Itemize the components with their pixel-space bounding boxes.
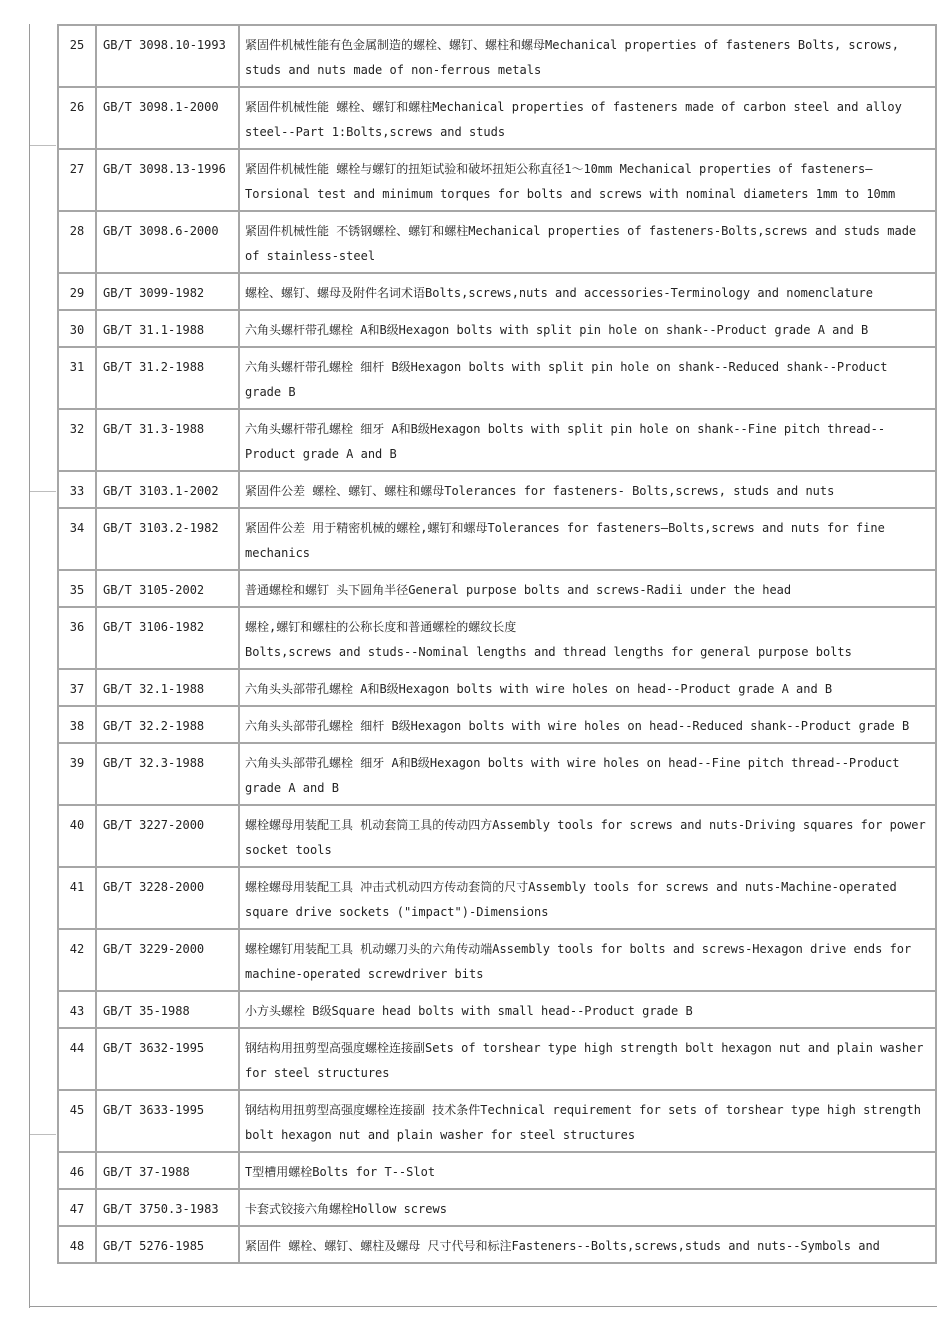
standard-code: GB/T 31.2-1988 [95,346,238,408]
standard-code: GB/T 3099-1982 [95,272,238,309]
table-row [57,866,937,928]
row-number: 48 [57,1225,95,1264]
standard-title: 螺栓、螺钉、螺母及附件名词术语Bolts,screws,nuts and accessories-Terminology and nomenclature [245,286,873,300]
standard-code: GB/T 31.1-1988 [95,309,238,346]
row-number: 32 [57,408,95,470]
table-row [57,210,937,272]
standard-title: 螺栓螺钉用装配工具 机动螺刀头的六角传动端Assembly tools for bolts and screws-Hexagon drive ends for machine-operated screwdriver bits [245,942,912,981]
row-number: 36 [57,606,95,668]
row-number: 38 [57,705,95,742]
table-row [57,1188,937,1225]
standard-title: 六角头头部带孔螺栓 细牙 A和B级Hexagon bolts with wire holes on head--Fine pitch thread--Product grade A and B [245,756,900,795]
standard-code: GB/T 3229-2000 [95,928,238,990]
row-number: 41 [57,866,95,928]
standard-title-cell [238,309,937,346]
standards-table-body [57,24,937,1264]
page-bottom-line [29,1306,937,1307]
standard-title-cell [238,1225,937,1264]
left-margin-divider [30,491,56,492]
row-number: 33 [57,470,95,507]
standard-code: GB/T 3098.13-1996 [95,148,238,210]
row-number: 44 [57,1027,95,1089]
table-row [57,668,937,705]
standard-title-cell [238,210,937,272]
left-margin-column [29,24,56,1308]
standard-code: GB/T 3098.10-1993 [95,24,238,86]
standard-title: 螺栓螺母用装配工具 冲击式机动四方传动套筒的尺寸Assembly tools for screws and nuts-Machine-operated square drive sockets ("impact")-Dimensions [245,880,897,919]
standard-title-cell [238,668,937,705]
standard-code: GB/T 3633-1995 [95,1089,238,1151]
standard-title-cell [238,470,937,507]
standard-code: GB/T 3750.3-1983 [95,1188,238,1225]
standard-title-english: Bolts,screws and studs--Nominal lengths and thread lengths for general purpose bolts [245,645,852,659]
standard-title: 紧固件机械性能 螺栓与螺钉的扭矩试验和破坏扭矩公称直径1～10mm Mechanical properties of fasteners—Torsional test and minimum torques for bolts and screws with nominal diameters 1mm to 10mm [245,162,896,201]
row-number: 37 [57,668,95,705]
row-number: 29 [57,272,95,309]
standard-code: GB/T 3105-2002 [95,569,238,606]
standard-code: GB/T 3098.6-2000 [95,210,238,272]
table-row [57,309,937,346]
row-number: 45 [57,1089,95,1151]
standard-title: 紧固件 螺栓、螺钉、螺柱及螺母 尺寸代号和标注Fasteners--Bolts,screws,studs and nuts--Symbols and [245,1239,880,1253]
standard-code: GB/T 32.3-1988 [95,742,238,804]
standard-code: GB/T 32.1-1988 [95,668,238,705]
standard-title: 螺栓螺母用装配工具 机动套筒工具的传动四方Assembly tools for screws and nuts-Driving squares for power socket tools [245,818,926,857]
standard-title: 六角头螺杆带孔螺栓 细杆 B级Hexagon bolts with split pin hole on shank--Reduced shank--Product grade B [245,360,888,399]
table-row [57,990,937,1027]
row-number: 47 [57,1188,95,1225]
row-number: 40 [57,804,95,866]
standard-title: 小方头螺栓 B级Square head bolts with small head--Product grade B [245,1004,693,1018]
table-row [57,569,937,606]
standard-title-cell [238,990,937,1027]
standard-title: 六角头头部带孔螺栓 细杆 B级Hexagon bolts with wire holes on head--Reduced shank--Product grade B [245,719,910,733]
standard-title-cell [238,1151,937,1188]
table-row [57,507,937,569]
standard-title: 紧固件机械性能 不锈钢螺栓、螺钉和螺柱Mechanical properties of fasteners-Bolts,screws and studs made of stainless-steel [245,224,917,263]
standard-title-cell [238,705,937,742]
standard-title-cell [238,804,937,866]
table-row [57,86,937,148]
table-row [57,24,937,86]
row-number: 34 [57,507,95,569]
table-row [57,346,937,408]
table-row [57,928,937,990]
standard-code: GB/T 3227-2000 [95,804,238,866]
standard-title-cell [238,569,937,606]
standard-title: 紧固件机械性能有色金属制造的螺栓、螺钉、螺柱和螺母Mechanical properties of fasteners Bolts, scrows, studs and nuts made of non-ferrous metals [245,38,900,77]
left-margin-divider [30,145,56,146]
table-row [57,1089,937,1151]
row-number: 25 [57,24,95,86]
standard-title-cell [238,866,937,928]
standard-code: GB/T 31.3-1988 [95,408,238,470]
standard-title: 六角头头部带孔螺栓 A和B级Hexagon bolts with wire holes on head--Product grade A and B [245,682,833,696]
standard-title-cell [238,86,937,148]
table-row [57,148,937,210]
standard-code: GB/T 32.2-1988 [95,705,238,742]
standard-code: GB/T 3632-1995 [95,1027,238,1089]
standard-title: 钢结构用扭剪型高强度螺栓连接副Sets of torshear type high strength bolt hexagon nut and plain washer for steel structures [245,1041,924,1080]
row-number: 27 [57,148,95,210]
left-margin-divider [30,1134,56,1135]
table-row [57,408,937,470]
standard-title-cell [238,928,937,990]
standard-code: GB/T 3103.1-2002 [95,470,238,507]
standard-code: GB/T 3106-1982 [95,606,238,668]
table-row [57,1225,937,1264]
row-number: 26 [57,86,95,148]
row-number: 42 [57,928,95,990]
standards-table [57,24,937,1264]
row-number: 39 [57,742,95,804]
standard-title: 紧固件机械性能 螺栓、螺钉和螺柱Mechanical properties of fasteners made of carbon steel and alloy steel--Part 1:Bolts,screws and studs [245,100,902,139]
standard-code: GB/T 3103.2-1982 [95,507,238,569]
standard-title: 螺栓,螺钉和螺柱的公称长度和普通螺栓的螺纹长度 [245,620,517,634]
table-row [57,1027,937,1089]
standard-title-cell [238,606,937,668]
row-number: 31 [57,346,95,408]
standard-title-cell [238,24,937,86]
standard-code: GB/T 35-1988 [95,990,238,1027]
standard-title-cell [238,1089,937,1151]
table-row [57,470,937,507]
standard-title-cell [238,346,937,408]
row-number: 35 [57,569,95,606]
standard-title-cell [238,742,937,804]
table-row [57,606,937,668]
standard-title-cell [238,1188,937,1225]
standard-code: GB/T 5276-1985 [95,1225,238,1264]
table-row [57,705,937,742]
standard-code: GB/T 37-1988 [95,1151,238,1188]
standard-title-cell [238,408,937,470]
standard-code: GB/T 3098.1-2000 [95,86,238,148]
row-number: 28 [57,210,95,272]
table-row [57,272,937,309]
standard-title: 钢结构用扭剪型高强度螺栓连接副 技术条件Technical requirement for sets of torshear type high strength bolt hexagon nut and plain washer for steel structures [245,1103,921,1142]
standard-code: GB/T 3228-2000 [95,866,238,928]
standard-title-cell [238,272,937,309]
table-row [57,804,937,866]
row-number: 43 [57,990,95,1027]
table-row [57,742,937,804]
standard-title: 六角头螺杆带孔螺栓 细牙 A和B级Hexagon bolts with split pin hole on shank--Fine pitch thread--Product grade A and B [245,422,886,461]
standard-title: T型槽用螺栓Bolts for T--Slot [245,1165,436,1179]
standard-title: 紧固件公差 螺栓、螺钉、螺柱和螺母Tolerances for fasteners- Bolts,screws, studs and nuts [245,484,835,498]
standard-title-cell [238,1027,937,1089]
row-number: 46 [57,1151,95,1188]
standard-title-cell [238,507,937,569]
standard-title: 普通螺栓和螺钉 头下圆角半径General purpose bolts and screws-Radii under the head [245,583,792,597]
table-row [57,1151,937,1188]
standard-title: 紧固件公差 用于精密机械的螺栓,螺钉和螺母Tolerances for fasteners—Bolts,screws and nuts for fine mechanics [245,521,885,560]
standard-title: 六角头螺杆带孔螺栓 A和B级Hexagon bolts with split pin hole on shank--Product grade A and B [245,323,869,337]
standard-title: 卡套式铰接六角螺栓Hollow screws [245,1202,447,1216]
row-number: 30 [57,309,95,346]
standard-title-cell [238,148,937,210]
